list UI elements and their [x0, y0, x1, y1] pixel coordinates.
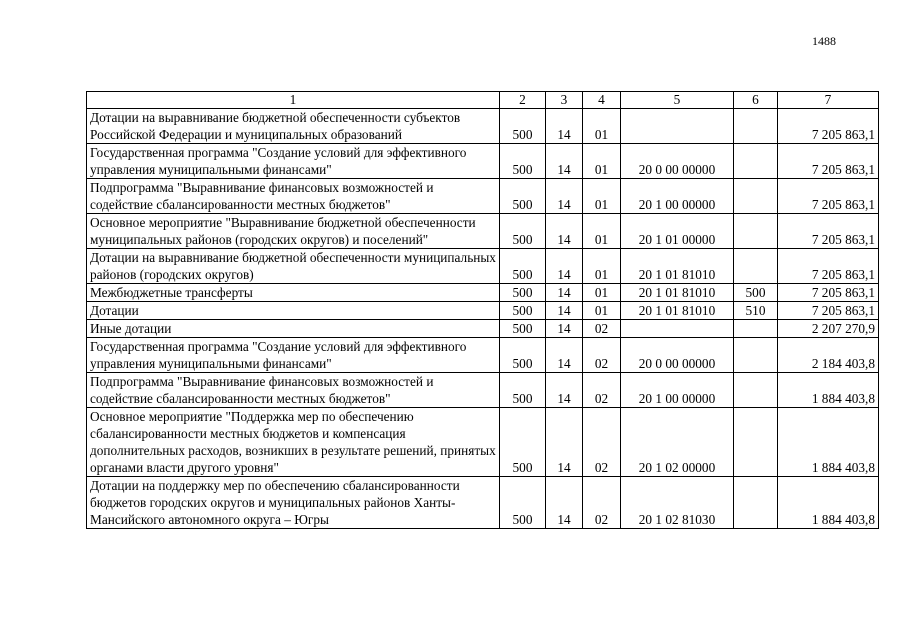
row-col-5: [621, 320, 734, 338]
row-name: Подпрограмма "Выравнивание финансовых возможностей и содействие сбалансированности местных бюджетов": [87, 373, 500, 408]
column-header: 4: [583, 92, 621, 109]
row-col-4: 02: [583, 338, 621, 373]
row-col-3: 14: [546, 477, 583, 529]
row-col-2: 500: [500, 477, 546, 529]
row-col-6: [734, 320, 778, 338]
row-col-4: 02: [583, 477, 621, 529]
row-col-2: 500: [500, 302, 546, 320]
table-row: [87, 144, 879, 179]
row-name: Иные дотации: [87, 320, 500, 338]
row-col-4: 02: [583, 320, 621, 338]
table-row: [87, 302, 879, 320]
row-col-3: 14: [546, 109, 583, 144]
table-row: [87, 477, 879, 529]
row-amount: 7 205 863,1: [778, 284, 879, 302]
row-col-6: [734, 109, 778, 144]
row-col-3: 14: [546, 320, 583, 338]
row-col-3: 14: [546, 408, 583, 477]
row-amount: 1 884 403,8: [778, 477, 879, 529]
row-col-3: 14: [546, 284, 583, 302]
row-col-2: 500: [500, 284, 546, 302]
row-amount: 7 205 863,1: [778, 302, 879, 320]
row-col-2: 500: [500, 144, 546, 179]
row-amount: 2 184 403,8: [778, 338, 879, 373]
table-row: [87, 338, 879, 373]
column-header: 2: [500, 92, 546, 109]
row-col-5: [621, 109, 734, 144]
row-col-5: 20 1 02 81030: [621, 477, 734, 529]
row-col-6: [734, 214, 778, 249]
row-col-3: 14: [546, 144, 583, 179]
row-col-6: [734, 144, 778, 179]
column-header: 7: [778, 92, 879, 109]
row-col-6: [734, 338, 778, 373]
row-amount: 1 884 403,8: [778, 373, 879, 408]
row-name: Основное мероприятие "Выравнивание бюджетной обеспеченности муниципальных районов (городских округов) и поселений": [87, 214, 500, 249]
row-col-4: 01: [583, 109, 621, 144]
table-row: [87, 408, 879, 477]
row-col-3: 14: [546, 302, 583, 320]
row-col-4: 01: [583, 284, 621, 302]
column-header: 5: [621, 92, 734, 109]
row-col-5: 20 1 01 00000: [621, 214, 734, 249]
row-col-4: 01: [583, 179, 621, 214]
row-amount: 7 205 863,1: [778, 179, 879, 214]
row-col-5: 20 0 00 00000: [621, 144, 734, 179]
row-col-5: 20 1 02 00000: [621, 408, 734, 477]
row-name: Межбюджетные трансферты: [87, 284, 500, 302]
table-header-row: [87, 92, 879, 109]
table-row: [87, 179, 879, 214]
row-col-6: [734, 373, 778, 408]
row-name: Дотации: [87, 302, 500, 320]
table-row: [87, 320, 879, 338]
row-col-5: 20 1 01 81010: [621, 302, 734, 320]
row-col-2: 500: [500, 373, 546, 408]
row-col-5: 20 1 01 81010: [621, 284, 734, 302]
table-row: [87, 214, 879, 249]
budget-table: [86, 91, 879, 529]
row-amount: 7 205 863,1: [778, 144, 879, 179]
row-col-5: 20 0 00 00000: [621, 338, 734, 373]
row-amount: 7 205 863,1: [778, 109, 879, 144]
row-col-6: [734, 179, 778, 214]
row-col-5: 20 1 00 00000: [621, 179, 734, 214]
row-col-3: 14: [546, 214, 583, 249]
row-col-4: 02: [583, 408, 621, 477]
row-col-6: [734, 408, 778, 477]
row-col-4: 01: [583, 249, 621, 284]
row-name: Государственная программа "Создание условий для эффективного управления муниципальными финансами": [87, 338, 500, 373]
row-col-2: 500: [500, 214, 546, 249]
row-col-4: 01: [583, 144, 621, 179]
row-col-3: 14: [546, 179, 583, 214]
table-row: [87, 373, 879, 408]
row-col-2: 500: [500, 249, 546, 284]
row-col-5: 20 1 00 00000: [621, 373, 734, 408]
row-col-2: 500: [500, 408, 546, 477]
row-name: Дотации на выравнивание бюджетной обеспеченности муниципальных районов (городских округов): [87, 249, 500, 284]
row-col-2: 500: [500, 109, 546, 144]
table-row: [87, 284, 879, 302]
row-col-6: [734, 477, 778, 529]
row-col-3: 14: [546, 373, 583, 408]
row-col-2: 500: [500, 320, 546, 338]
row-name: Подпрограмма "Выравнивание финансовых возможностей и содействие сбалансированности местных бюджетов": [87, 179, 500, 214]
row-col-3: 14: [546, 338, 583, 373]
row-col-5: 20 1 01 81010: [621, 249, 734, 284]
page-number: 1488: [812, 34, 836, 48]
row-col-4: 02: [583, 373, 621, 408]
row-amount: 1 884 403,8: [778, 408, 879, 477]
column-header: 1: [87, 92, 500, 109]
row-col-2: 500: [500, 179, 546, 214]
row-col-6: 500: [734, 284, 778, 302]
row-name: Государственная программа "Создание условий для эффективного управления муниципальными финансами": [87, 144, 500, 179]
row-amount: 7 205 863,1: [778, 214, 879, 249]
row-amount: 7 205 863,1: [778, 249, 879, 284]
row-col-6: [734, 249, 778, 284]
row-col-2: 500: [500, 338, 546, 373]
column-header: 6: [734, 92, 778, 109]
column-header: 3: [546, 92, 583, 109]
table-row: [87, 109, 879, 144]
row-name: Дотации на выравнивание бюджетной обеспеченности субъектов Российской Федерации и муниципальных образований: [87, 109, 500, 144]
row-name: Основное мероприятие "Поддержка мер по обеспечению сбалансированности местных бюджетов и компенсация дополнительных расходов, возникших в результате решений, принятых органами власти другого уровня": [87, 408, 500, 477]
row-name: Дотации на поддержку мер по обеспечению сбалансированности бюджетов городских округов и муниципальных районов Ханты-Мансийского автономного округа – Югры: [87, 477, 500, 529]
row-col-4: 01: [583, 302, 621, 320]
row-col-3: 14: [546, 249, 583, 284]
row-col-6: 510: [734, 302, 778, 320]
table-row: [87, 249, 879, 284]
row-col-4: 01: [583, 214, 621, 249]
row-amount: 2 207 270,9: [778, 320, 879, 338]
